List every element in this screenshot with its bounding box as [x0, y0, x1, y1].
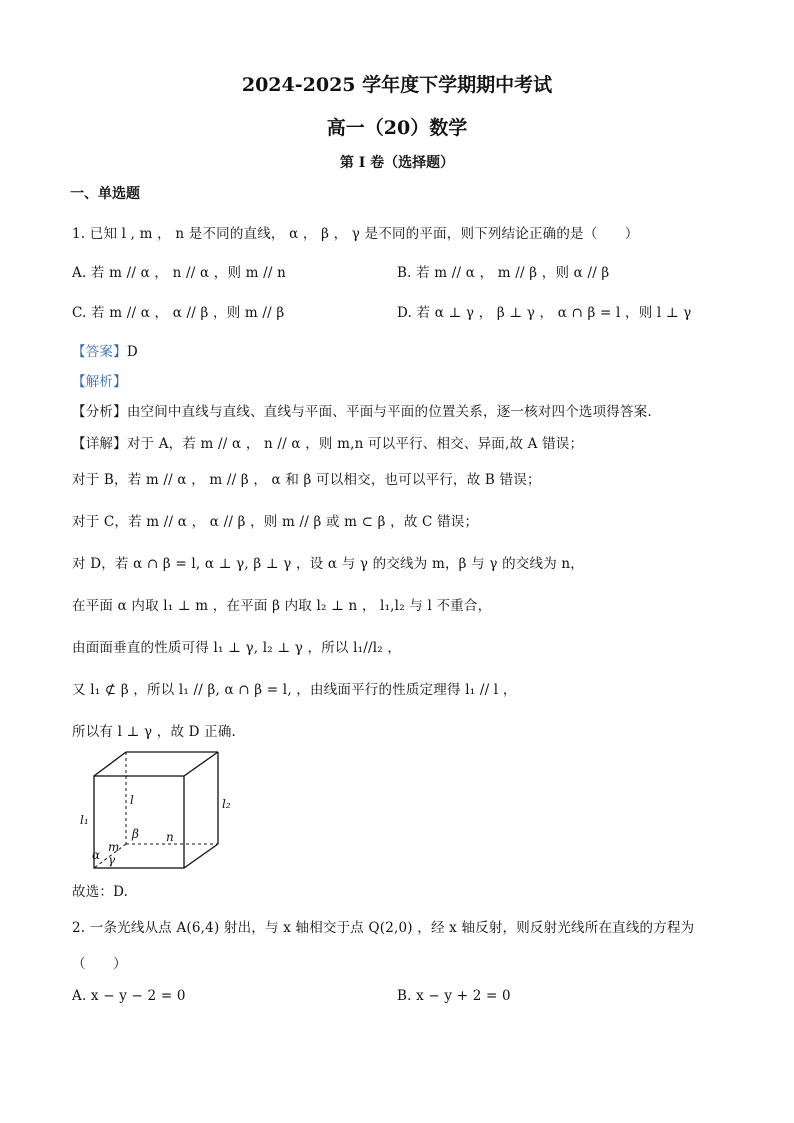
- q1-line-d2: 在平面 α 内取 l₁ ⊥ m ，在平面 β 内取 l₂ ⊥ n ， l₁,l₂ 与 l 不重合，: [72, 598, 492, 614]
- xiangjie-text: 对于 A，若 m // α ， n // α ，则 m,n 可以平行、相交、异面,故 A 错误；: [126, 436, 584, 452]
- q2-stem-paren: （ ）: [72, 956, 127, 972]
- fenxi-tag: 【分析】: [72, 404, 127, 420]
- q1-stem: 1. 已知 l , m ， n 是不同的直线， α ， β ， γ 是不同的平面，则下列结论正确的是（ ）: [72, 226, 639, 242]
- label-l2: l₂: [222, 797, 231, 811]
- volume-title: 第 I 卷（选择题）: [339, 155, 455, 171]
- q2-option-b: B. x − y + 2 = 0: [397, 988, 511, 1004]
- q1-line-d1: 对 D，若 α ∩ β = l, α ⊥ γ, β ⊥ γ ，设 α 与 γ 的交线为 m，β 与 γ 的交线为 n，: [72, 556, 584, 572]
- label-m: m: [108, 840, 120, 854]
- answer-tag: 【答案】: [72, 344, 127, 360]
- q1-option-b: B. 若 m // α ， m // β ，则 α // β: [397, 265, 610, 281]
- label-alpha: α: [92, 848, 101, 862]
- q1-line-b: 对于 B，若 m // α ， m // β ， α 和 β 可以相交，也可以平行，故 B 错误；: [72, 472, 541, 488]
- label-n: n: [166, 830, 174, 844]
- q1-analysis-tag: 【解析】: [72, 374, 127, 390]
- exam-title: 2024-2025 学年度下学期期中考试: [241, 74, 553, 96]
- label-l1: l₁: [80, 813, 89, 827]
- q1-answer: [72, 340, 138, 360]
- label-beta: β: [132, 827, 139, 841]
- q1-option-c: C. 若 m // α ， α // β ，则 m // β: [72, 305, 285, 321]
- q1-xiangjie: [72, 432, 583, 452]
- xiangjie-tag: 【详解】: [72, 436, 127, 452]
- cube-figure: [80, 748, 246, 876]
- label-gamma: γ: [108, 853, 116, 867]
- q1-conclusion: 故选：D.: [72, 884, 129, 900]
- fenxi-text: 由空间中直线与直线、直线与平面、平面与平面的位置关系，逐一核对四个选项得答案.: [126, 404, 652, 420]
- q1-option-a: A. 若 m // α ， n // α ，则 m // n: [72, 265, 287, 281]
- answer-value: D: [126, 344, 138, 360]
- q2-stem: 2. 一条光线从点 A(6,4) 射出，与 x 轴相交于点 Q(2,0) ，经 x 轴反射，则反射光线所在直线的方程为: [72, 920, 695, 936]
- q1-line-c: 对于 C，若 m // α ， α // β ，则 m // β 或 m ⊂ β ，故 C 错误；: [72, 514, 479, 530]
- label-l: l: [130, 793, 134, 807]
- q1-fenxi: [72, 400, 652, 420]
- q1-option-d: D. 若 α ⊥ γ ， β ⊥ γ ， α ∩ β = l ，则 l ⊥ γ: [397, 305, 692, 321]
- course-title: 高一（20）数学: [326, 117, 468, 139]
- q2-option-a: A. x − y − 2 = 0: [72, 988, 186, 1004]
- q1-line-d4: 又 l₁ ⊄ β ，所以 l₁ // β, α ∩ β = l, ，由线面平行的性质定理得 l₁ // l ，: [72, 682, 517, 698]
- q1-line-d5: 所以有 l ⊥ γ ，故 D 正确.: [72, 724, 237, 740]
- section-heading: 一、单选题: [70, 186, 140, 202]
- q1-line-d3: 由面面垂直的性质可得 l₁ ⊥ γ, l₂ ⊥ γ ，所以 l₁//l₂ ，: [72, 640, 402, 656]
